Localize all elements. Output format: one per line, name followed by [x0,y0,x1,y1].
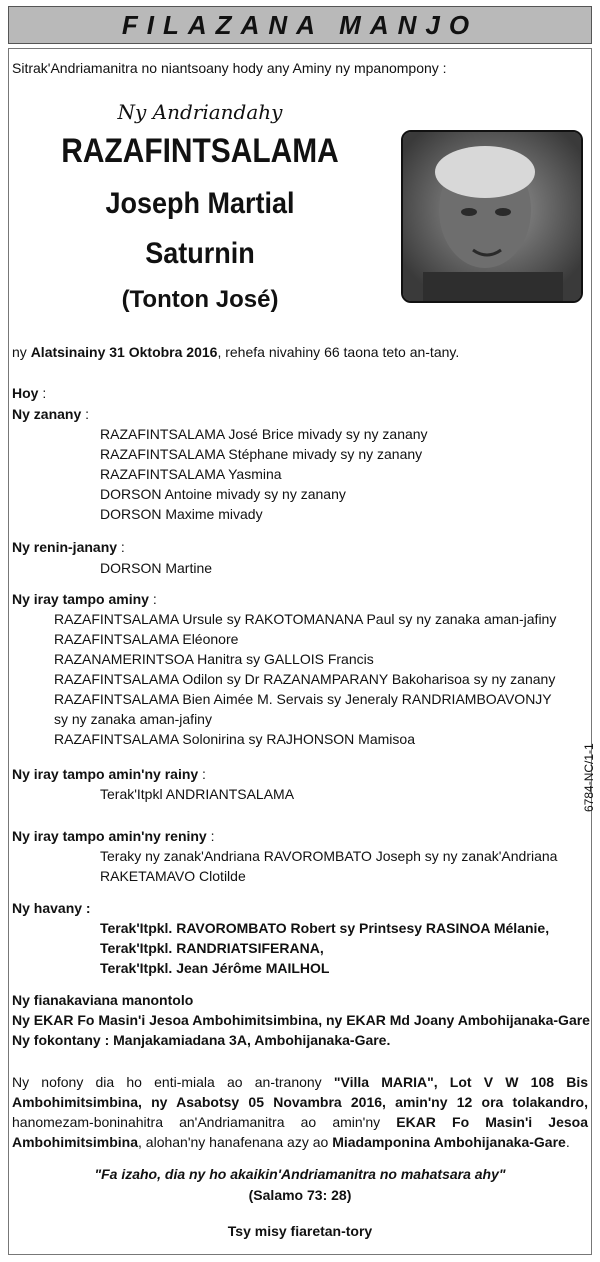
list-item: Ny fokontany : Manjakamiadana 3A, Ambohijanaka-Gare. [12,1032,391,1048]
page-title: FILAZANA MANJO [121,9,479,40]
list-item: Terak'Itpkl ANDRIANTSALAMA [100,786,295,802]
deceased-given-1: Joseph Martial [105,187,295,220]
children-label: Ny zanany : [12,406,90,422]
siblings-label: Ny iray tampo aminy : [12,591,157,607]
deceased-nickname: (Tonton José) [121,286,279,313]
mother-siblings-label: Ny iray tampo amin'ny reniny : [12,828,215,844]
closing-line: Tsy misy fiaretan-tory [227,1223,373,1239]
families-block [12,990,590,1050]
bible-reference: (Salamo 73: 28) [248,1187,352,1203]
father-siblings-label: Ny iray tampo amin'ny rainy : [12,766,206,782]
deceased-given-2: Saturnin [145,237,255,270]
list-item: DORSON Martine [100,560,213,576]
honorific: Ny Andriandahy [117,100,283,124]
list-item: DORSON Antoine mivady sy ny zanany [100,486,346,502]
list-item: Ny fianakaviana manontolo [12,992,194,1008]
siblings-list [54,609,588,749]
children-list [100,424,428,524]
header-banner [8,6,592,44]
list-item: RAZAFINTSALAMA Yasmina [100,466,282,482]
list-item: RAZAFINTSALAMA Ursule sy RAKOTOMANANA Paul sy ny zanaka aman-jafiny [54,611,557,627]
portrait-photo [401,130,583,303]
reference-code: 6784-NC/1-1 [582,743,596,812]
list-item: Terak'Itpkl. Jean Jérôme MAILHOL [100,960,330,976]
funeral-paragraph: Ny nofony dia ho enti-miala ao an-tranony "Villa MARIA", Lot V W 108 Bis Ambohimitsimbina, ny Asabotsy 05 Novambra 2016, amin'ny 12 ora tolakandro, hanomezam-boninahitra an'Andriamanitra ao amin'ny EKAR Fo Masin'i Jesoa Ambohimitsimbina, alohan'ny hanafenana azy ao Miadamponina Ambohijanaka-Gare. [12,1074,588,1150]
father-siblings-list [100,784,294,804]
relatives-label: Ny havany : [12,900,91,916]
list-item: RAZAFINTSALAMA José Brice mivady sy ny zanany [100,426,428,442]
list-item: RAZAFINTSALAMA Stéphane mivady sy ny zanany [100,446,423,462]
deceased-surname: RAZAFINTSALAMA [61,132,339,170]
list-item: RAZAFINTSALAMA Solonirina sy RAJHONSON Mamisoa [54,731,415,747]
list-item: Terak'Itpkl. RANDRIATSIFERANA, [100,940,324,956]
relatives-list [100,918,549,978]
list-item: RAZAFINTSALAMA Bien Aimée M. Servais sy Jeneraly RANDRIAMBOAVONJY [54,691,552,707]
list-item: Ny EKAR Fo Masin'i Jesoa Ambohimitsimbina, ny EKAR Md Joany Ambohijanaka-Gare [12,1012,590,1028]
death-line: ny Alatsinainy 31 Oktobra 2016, rehefa nivahiny 66 taona teto an-tany. [12,344,460,360]
hoy-label: Hoy : [12,385,47,401]
list-item: RAZAFINTSALAMA Eléonore [54,631,239,647]
mother-siblings-list [100,846,557,886]
list-item: sy ny zanaka aman-jafiny [54,711,212,727]
intro-text: Sitrak'Andriamanitra no niantsoany hody any Aminy ny mpanompony : [12,60,447,76]
mother-label: Ny renin-janany : [12,539,125,555]
list-item: Teraky ny zanak'Andriana RAVOROMBATO Joseph sy ny zanak'Andriana [100,848,558,864]
list-item: RAKETAMAVO Clotilde [100,868,246,884]
bible-quote: "Fa izaho, dia ny ho akaikin'Andriamanitra no mahatsara ahy" [94,1166,506,1182]
mother-list [100,558,212,578]
list-item: Terak'Itpkl. RAVOROMBATO Robert sy Printsesy RASINOA Mélanie, [100,920,550,936]
list-item: RAZAFINTSALAMA Odilon sy Dr RAZANAMPARANY Bakoharisoa sy ny zanany [54,671,556,687]
list-item: RAZANAMERINTSOA Hanitra sy GALLOIS Francis [54,651,374,667]
list-item: DORSON Maxime mivady [100,506,263,522]
